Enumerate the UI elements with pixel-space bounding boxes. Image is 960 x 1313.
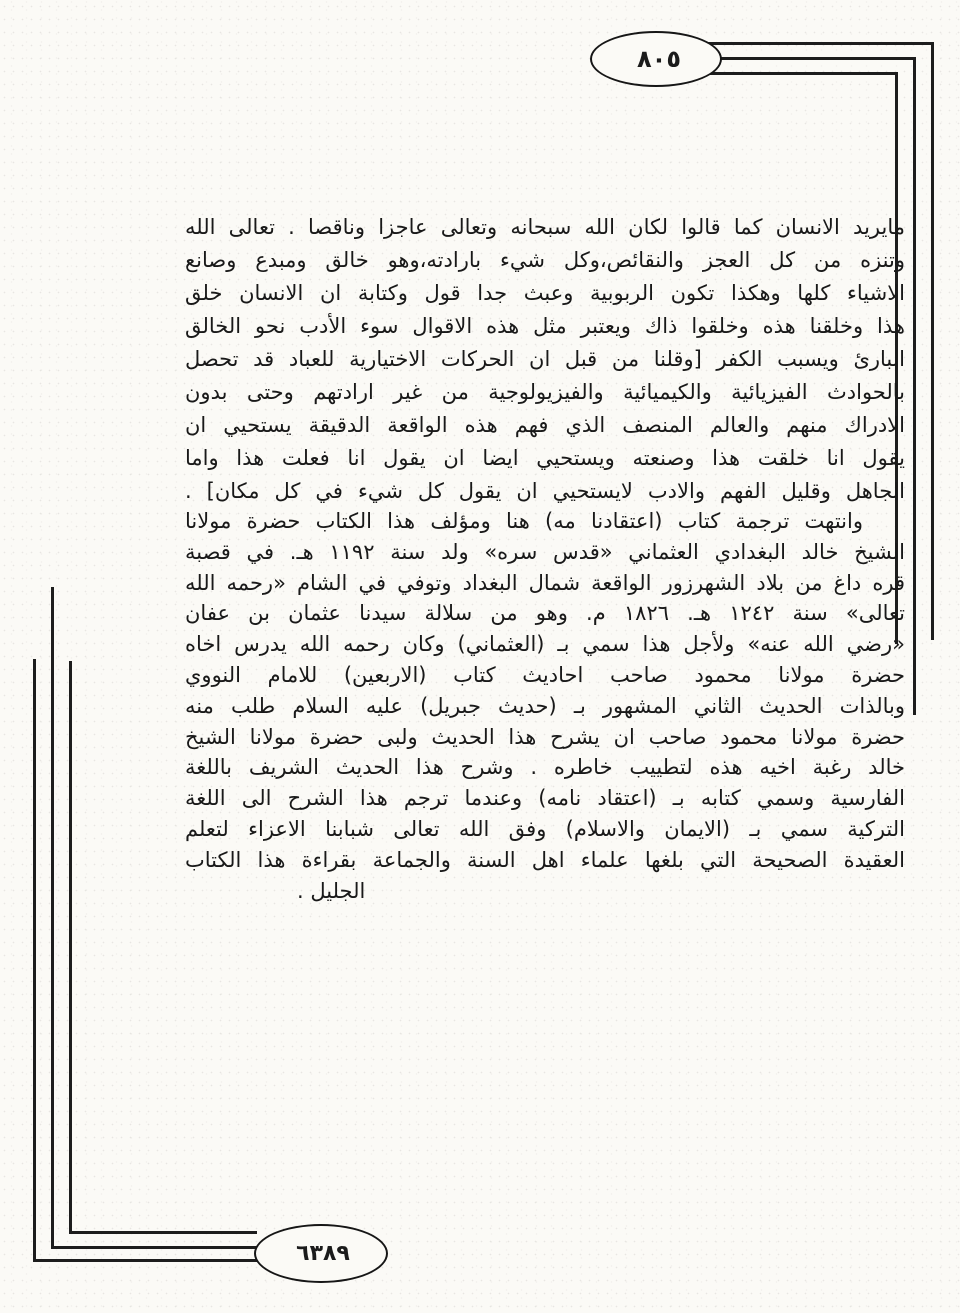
text-line: مايريد الانسان كما قالوا لكان الله سبحانه وتعالى عاجزا وناقصا . تعالى الله xyxy=(185,215,905,239)
text-line: وبالذات الحديث الثاني المشهور بـ (حديث جبريل) عليه السلام طلب منه xyxy=(185,693,905,718)
text-line: البارئ ويسبب الكفر [وقلنا من قبل ان الحركات الاختيارية للعباد قد تحصل xyxy=(185,347,905,371)
frame-line xyxy=(51,1246,259,1249)
text-line: الفارسية وسمي كتابه بـ (اعتقاد نامه) وعندما ترجم هذا الشرح الى اللغة xyxy=(185,786,905,811)
page-number-badge-top xyxy=(590,31,722,87)
frame-line xyxy=(69,661,72,1234)
paragraph-2 xyxy=(185,506,905,906)
text-line: الشيخ خالد البغدادي العثماني «قدس سره» ولد سنة ١١٩٢ هـ. في قصبة xyxy=(185,539,905,564)
text-line: يقول انا خلقت هذا وصنعته ويستحيي ايضا ان يقول انا فعلت هذا واما xyxy=(185,446,905,470)
text-line: الاشياء كلها وهكذا تكون الربوبية وعبث جدا قول وكتابة ان الانسان خلق xyxy=(185,281,905,305)
text-line: العقيدة الصحيحة التي بلغها علماء اهل السنة والجماعة بقراءة هذا الكتاب xyxy=(185,847,905,872)
text-line: «رضي الله عنه» ولأجل هذا سمي بـ (العثماني) وكان رحمه الله يدرس اخاه xyxy=(185,632,905,657)
frame-line xyxy=(931,42,934,640)
text-line: قره داغ من بلاد الشهرزور الواقعة شمال البغداد وتوفي في الشام «رحمه الله xyxy=(185,570,905,595)
frame-line xyxy=(699,72,898,75)
frame-line xyxy=(694,57,916,60)
page-number-badge-bottom xyxy=(254,1224,388,1283)
frame-line xyxy=(69,1231,257,1234)
text-line: بالحوادث الفيزيائية والكيميائية والفيزيولوجية من غير ارادتهم وحتى بدون xyxy=(185,380,905,404)
text-line: الجليل . xyxy=(297,878,366,903)
text-line: هذا وخلقنا هذه وخلقوا ذاك ويعتبر مثل هذه الاقوال سوء الأدب نحو الخالق xyxy=(185,314,905,338)
text-line: وانتهت ترجمة كتاب (اعتقادنا مه) هنا ومؤلف هذا الكتاب حضرة مولانا xyxy=(185,509,863,533)
frame-line xyxy=(700,42,934,45)
text-line: الجاهل وقليل الفهم والادب لايستحيي ان يقول كل شيء في كل مكان] . xyxy=(185,479,905,503)
text-line: حضرة مولانا محمود صاحب احاديث كتاب (الاربعين) للامام النووي xyxy=(185,662,905,687)
page-number-top: ٨٠٥ xyxy=(637,45,681,73)
frame-line xyxy=(913,57,916,715)
text-line: خالد رغبة اخيه هذه لتطييب خاطره . وشرح هذا الحديث الشريف باللغة xyxy=(185,755,905,780)
frame-line xyxy=(33,659,36,1262)
frame-line xyxy=(33,1259,259,1262)
text-line: تعالى» سنة ١٢٤٢ هـ. ١٨٢٦ م. وهو من سلالة سيدنا عثمان بن عفان xyxy=(185,601,905,626)
text-line: الادراك منهم والعالم المنصف الذي فهم هذه الواقعة الدقيقة يستحيي ان xyxy=(185,413,905,437)
text-line: التركية سمي بـ (الايمان والاسلام) وفق الله تعالى شبابنا الاعزاء لتعلم xyxy=(185,816,905,841)
frame-line xyxy=(51,587,54,1249)
text-line: حضرة مولانا محمود صاحب ان يشرح هذا الحديث ولبى حضرة مولانا الشيخ xyxy=(185,724,905,749)
text-line: وتنزه من كل العجز والنقائص،وكل شيء بارادته،وهو خالق ومبدع وصانع xyxy=(185,248,905,272)
paragraph-1 xyxy=(185,211,905,508)
page-number-bottom: ٦٣٨٩ xyxy=(296,1241,350,1266)
